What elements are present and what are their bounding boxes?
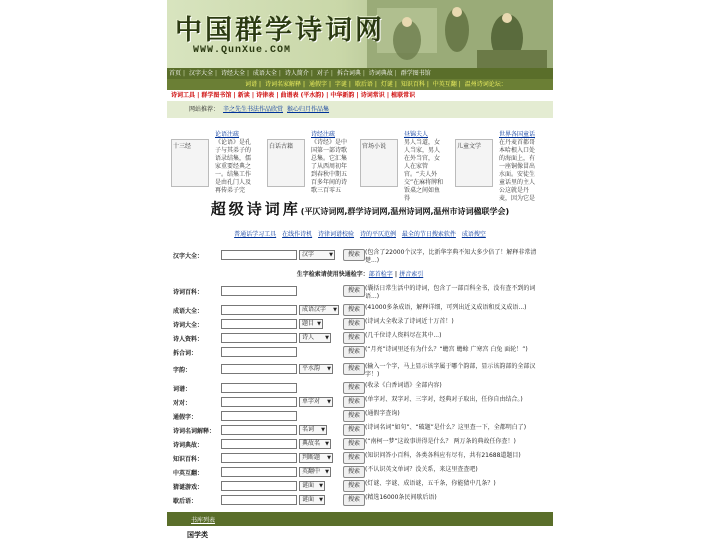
poet-input[interactable] <box>221 333 297 343</box>
search-button[interactable]: 搜索 <box>343 424 365 436</box>
nav-item[interactable]: 成语大全 <box>252 70 277 77</box>
tool-link[interactable]: 诗的平仄范例 <box>359 231 396 238</box>
search-button[interactable]: 搜索 <box>343 363 365 375</box>
row-note: (几千位诗人资料尽在其中...) <box>365 332 442 339</box>
feature-card[interactable] <box>171 129 255 194</box>
search-row-xiehouyu <box>171 493 549 507</box>
search-button[interactable]: 搜索 <box>343 304 365 316</box>
banner-illustration <box>367 0 553 68</box>
chevron-down-icon: ▼ <box>325 441 329 447</box>
nav-item[interactable]: 温州诗词论坛： <box>464 81 507 88</box>
search-button[interactable]: 搜索 <box>343 382 365 394</box>
mingci-select[interactable]: 名词 ▼ <box>299 425 327 435</box>
row-note: (41000多条成语，解释详细，可列出近义成语和反义成语...) <box>365 304 527 311</box>
site-banner <box>167 0 553 68</box>
hanzi-input[interactable] <box>221 250 297 260</box>
diangu-select[interactable]: 典故名 ▼ <box>299 439 331 449</box>
search-button[interactable]: 搜索 <box>343 480 365 492</box>
row-label: 对对： <box>173 400 192 407</box>
secondary-nav: 词谱 | 诗词名家解释 | 通假字 | 字谜 | 歇后语 | 灯谜 | 知识百科 | 中英互翻 | 温州诗词论坛： <box>167 79 553 90</box>
tool-link[interactable]: 最全的节日搜索软件 <box>401 231 456 238</box>
row-label: 歇后语： <box>173 498 198 505</box>
row-label: 词谱： <box>173 386 192 393</box>
row-label: 通假字： <box>173 414 198 421</box>
subtip-link[interactable]: 拼音索引 <box>399 271 424 278</box>
row-note: (精选16000条民间歇后语) <box>365 494 437 501</box>
chevron-down-icon: ▼ <box>327 399 331 405</box>
search-row-caimi <box>171 479 549 493</box>
row-label: 诗词百科： <box>173 289 204 296</box>
chevron-down-icon: ▼ <box>317 321 321 327</box>
chevron-down-icon: ▼ <box>329 252 333 258</box>
nav-item[interactable]: 诗词典故 <box>368 70 393 77</box>
search-row-fanyi <box>171 465 549 479</box>
nav-item[interactable]: 字谜 <box>334 81 347 88</box>
search-row-ziyun <box>171 362 549 376</box>
row-note: (输入一个字，马上显示该字属于哪个韵部，显示该韵部的全部汉字！) <box>365 363 536 378</box>
feature-thumbnail[interactable]: 十三经 <box>171 139 209 187</box>
fanyi-select[interactable]: 英翻中 ▼ <box>299 467 331 477</box>
chevron-down-icon: ▼ <box>325 469 329 475</box>
diangu-input[interactable] <box>221 439 297 449</box>
row-note: (诗词大全收录了诗词近十万首！) <box>365 318 454 325</box>
recommend-link[interactable]: 辛之先生书法作品欣赏 <box>223 106 284 113</box>
tool-link[interactable]: 在线作诗机 <box>282 231 313 238</box>
feature-thumbnail[interactable]: 白话古籍 <box>267 139 305 187</box>
feature-description: 在丹麦首都哥本哈根入口处的海面上，有一座铜像冒出水面。安徒生童话里的主人公这就是丹麦，因为它是 <box>499 139 536 202</box>
hanzi-select[interactable]: 汉字 ▼ <box>299 250 335 260</box>
search-button[interactable]: 搜索 <box>343 318 365 330</box>
chevron-down-icon: ▼ <box>319 497 323 503</box>
tool-link[interactable]: 成语搜空 <box>461 231 486 238</box>
feature-title[interactable]: 世界各国童话 <box>499 131 536 138</box>
bottom-bar <box>167 512 553 526</box>
poet-select[interactable]: 诗人 ▼ <box>299 333 331 343</box>
row-note: (灯谜、字谜、成语谜，五千条，你能猜中几条？) <box>365 480 496 487</box>
feature-title[interactable]: 昼锦夫人 <box>404 131 429 138</box>
row-label: 猜谜游戏： <box>173 484 204 491</box>
tool-link[interactable]: 诗律词谱校验 <box>318 231 355 238</box>
tool-links <box>167 229 553 238</box>
tool-link[interactable]: 普通话学习工具 <box>234 231 277 238</box>
row-label: 诗词典故： <box>173 442 204 449</box>
caimi-input[interactable] <box>221 481 297 491</box>
nav-item[interactable]: 歇后语 <box>354 81 373 88</box>
feature-card[interactable] <box>455 129 539 202</box>
nav-item[interactable]: 拆合词典 <box>336 70 361 77</box>
chevron-down-icon: ▼ <box>333 307 337 313</box>
nav-item[interactable]: 群学图书馆 <box>400 70 431 77</box>
search-button[interactable]: 搜索 <box>343 396 365 408</box>
category-heading: 国学类 <box>187 531 208 539</box>
row-note: (诗词名词“如句”、“破题”是什么？这里查一下，全都明白了) <box>365 424 527 431</box>
caimi-select[interactable]: 谜面 ▼ <box>299 481 325 491</box>
subtip-link[interactable]: 部首检字 <box>368 271 393 278</box>
search-button[interactable]: 搜索 <box>343 249 365 261</box>
chengyu-input[interactable] <box>221 305 297 315</box>
ziyun-select[interactable]: 平水韵 ▼ <box>299 364 333 374</box>
xiehouyu-input[interactable] <box>221 495 297 505</box>
row-note: (囊括日常生活中的诗词，包含了一部百科全书，没有查不到的词语...) <box>365 285 536 300</box>
chaihe-input[interactable] <box>221 347 297 357</box>
tongjia-input[interactable] <box>221 411 297 421</box>
row-note: (通假字查询) <box>365 410 400 417</box>
search-button[interactable]: 搜索 <box>343 494 365 506</box>
search-row-diangu <box>171 437 549 451</box>
chengyu-select[interactable]: 成语汉字 ▼ <box>299 305 339 315</box>
chevron-down-icon: ▼ <box>321 427 325 433</box>
zhishi-select[interactable]: 判断题 ▼ <box>299 453 333 463</box>
feature-card[interactable] <box>360 129 444 202</box>
nav-item[interactable]: 通假字 <box>308 81 327 88</box>
search-row-mingci <box>171 423 549 437</box>
row-note: (知识问答小百科，各类各科应有尽有，共有21688道题目) <box>365 452 521 459</box>
recommend-label: 网站推荐： <box>189 106 220 113</box>
search-button[interactable]: 搜索 <box>343 285 365 297</box>
cipu-input[interactable] <box>221 383 297 393</box>
chevron-down-icon: ▼ <box>319 483 323 489</box>
search-form <box>171 244 549 512</box>
feature-title[interactable]: 论语注疏 <box>215 131 240 138</box>
search-row-chaihe <box>171 345 549 359</box>
chevron-down-icon: ▼ <box>327 366 331 372</box>
nav-item[interactable]: 对子 <box>316 70 329 77</box>
nav-item[interactable]: 词谱 <box>245 81 258 88</box>
site-title: 中国群学诗词网 <box>175 15 385 46</box>
search-row-zhishi <box>171 451 549 465</box>
row-note: (“月亮”诗词里还有为什么？“蟾宫 蟾蜍 广寒宫 白兔 面轮！”) <box>365 346 528 353</box>
library-list-link[interactable]: 书库列表 <box>191 517 216 524</box>
page-container <box>167 0 553 540</box>
feature-card[interactable] <box>267 129 351 194</box>
shici-select[interactable]: 题目 ▼ <box>299 319 323 329</box>
chevron-down-icon: ▼ <box>325 335 329 341</box>
search-button[interactable]: 搜索 <box>343 346 365 358</box>
row-label: 拆合词： <box>173 350 198 357</box>
search-button[interactable]: 搜索 <box>343 466 365 478</box>
nav-item[interactable]: 汉字大全 <box>188 70 213 77</box>
row-note: (“南柯一梦”这故事讲得是什么？ 两万条的典故任你查！) <box>365 438 516 445</box>
nav-item[interactable]: 中英互翻 <box>432 81 457 88</box>
feature-description: 《论语》是孔子与其弟子的语录结集，儒家重要经典之一。结集工作是由孔门人及再传弟子完 <box>215 139 252 194</box>
row-label: 汉字大全： <box>173 253 204 260</box>
search-row-chengyu <box>171 303 549 317</box>
row-label: 诗词名词解释： <box>173 428 216 435</box>
search-row-poet <box>171 331 549 345</box>
row-label: 成语大全： <box>173 308 204 315</box>
feature-thumbnail[interactable]: 官场小说 <box>360 139 398 187</box>
feature-cards <box>167 118 553 202</box>
row-label: 诗人资料： <box>173 336 204 343</box>
page-heading <box>167 198 553 222</box>
search-row-hanzi <box>171 248 549 262</box>
primary-nav: 首页 | 汉字大全 | 诗经大全 | 成语大全 | 诗人简介 | 对子 | 拆合词典 | 诗词典故 | 群学图书馆 <box>167 68 553 79</box>
row-note: (单字对、双字对、三字对，经典对子取出，任你自由结合。) <box>365 396 523 403</box>
row-note: (收录《白香词谱》全部内容) <box>365 382 442 389</box>
feature-title[interactable]: 诗经注疏 <box>311 131 336 138</box>
feature-thumbnail[interactable]: 儿童文学 <box>455 139 493 187</box>
xiehouyu-select[interactable]: 谜面 ▼ <box>299 495 325 505</box>
duidui-input[interactable] <box>221 397 297 407</box>
search-row-tongjia <box>171 409 549 423</box>
tools-line[interactable]: 诗词工具 | 群学图书馆 | 新读 | 诗律表 | 曲谱表 (平水韵) | 中华新韵 | 诗词常识 | 植联常识 <box>171 92 416 99</box>
nav-item[interactable]: 知识百科 <box>400 81 425 88</box>
nav-item[interactable]: 诗经大全 <box>220 70 245 77</box>
search-button[interactable]: 搜索 <box>343 332 365 344</box>
page-title: 超级诗词库 <box>210 200 301 218</box>
mingci-input[interactable] <box>221 425 297 435</box>
subtip: 生字检索请使用快通检字：部首检字 | 拼音索引 <box>296 271 424 278</box>
nav-item[interactable]: 首页 <box>169 70 182 77</box>
row-label: 中英互翻： <box>173 470 204 477</box>
search-button[interactable]: 搜索 <box>343 438 365 450</box>
row-note: (包含了22000个汉字，比新华字典不知大多少倍了！解释非常清楚...) <box>365 249 537 264</box>
page-subtitle: (平仄诗词网,群学诗词网,温州诗词网,温州市诗词楹联学会) <box>300 207 510 216</box>
nav-item[interactable]: 诗词名家解释 <box>264 81 301 88</box>
chevron-down-icon: ▼ <box>327 455 331 461</box>
search-row-shici <box>171 317 549 331</box>
ziyun-input[interactable] <box>221 364 297 374</box>
feature-description: 男人当道，女人当家，男人在外当官，女人在家管官。“夫人外交”在麻将牌和饭桌之间如鱼得 <box>404 139 444 202</box>
fanyi-input[interactable] <box>221 467 297 477</box>
shici-input[interactable] <box>221 319 297 329</box>
search-button[interactable]: 搜索 <box>343 410 365 422</box>
row-label: 字韵： <box>173 367 192 374</box>
search-row-baike <box>171 284 549 298</box>
recommend-bar <box>167 101 553 118</box>
search-row-cipu <box>171 381 549 395</box>
nav-item[interactable]: 诗人简介 <box>284 70 309 77</box>
duidui-select[interactable]: 单字对 ▼ <box>299 397 333 407</box>
recommend-link[interactable]: 猴心归月作品集 <box>287 106 330 113</box>
search-button[interactable]: 搜索 <box>343 452 365 464</box>
row-note: (不认识英文单词？没关系，来这里查查吧) <box>365 466 478 473</box>
baike-input[interactable] <box>221 286 297 296</box>
nav-item[interactable]: 灯谜 <box>380 81 393 88</box>
row-label: 知识百科： <box>173 456 204 463</box>
site-domain: WWW.QunXue.COM <box>193 45 292 56</box>
search-row-duidui <box>171 395 549 409</box>
feature-description: 《诗经》是中国第一部诗歌总集。它汇集了从西周初年到春秋中期五百多年间的诗歌三百零五 <box>311 139 348 194</box>
zhishi-input[interactable] <box>221 453 297 463</box>
row-label: 诗词大全： <box>173 322 204 329</box>
